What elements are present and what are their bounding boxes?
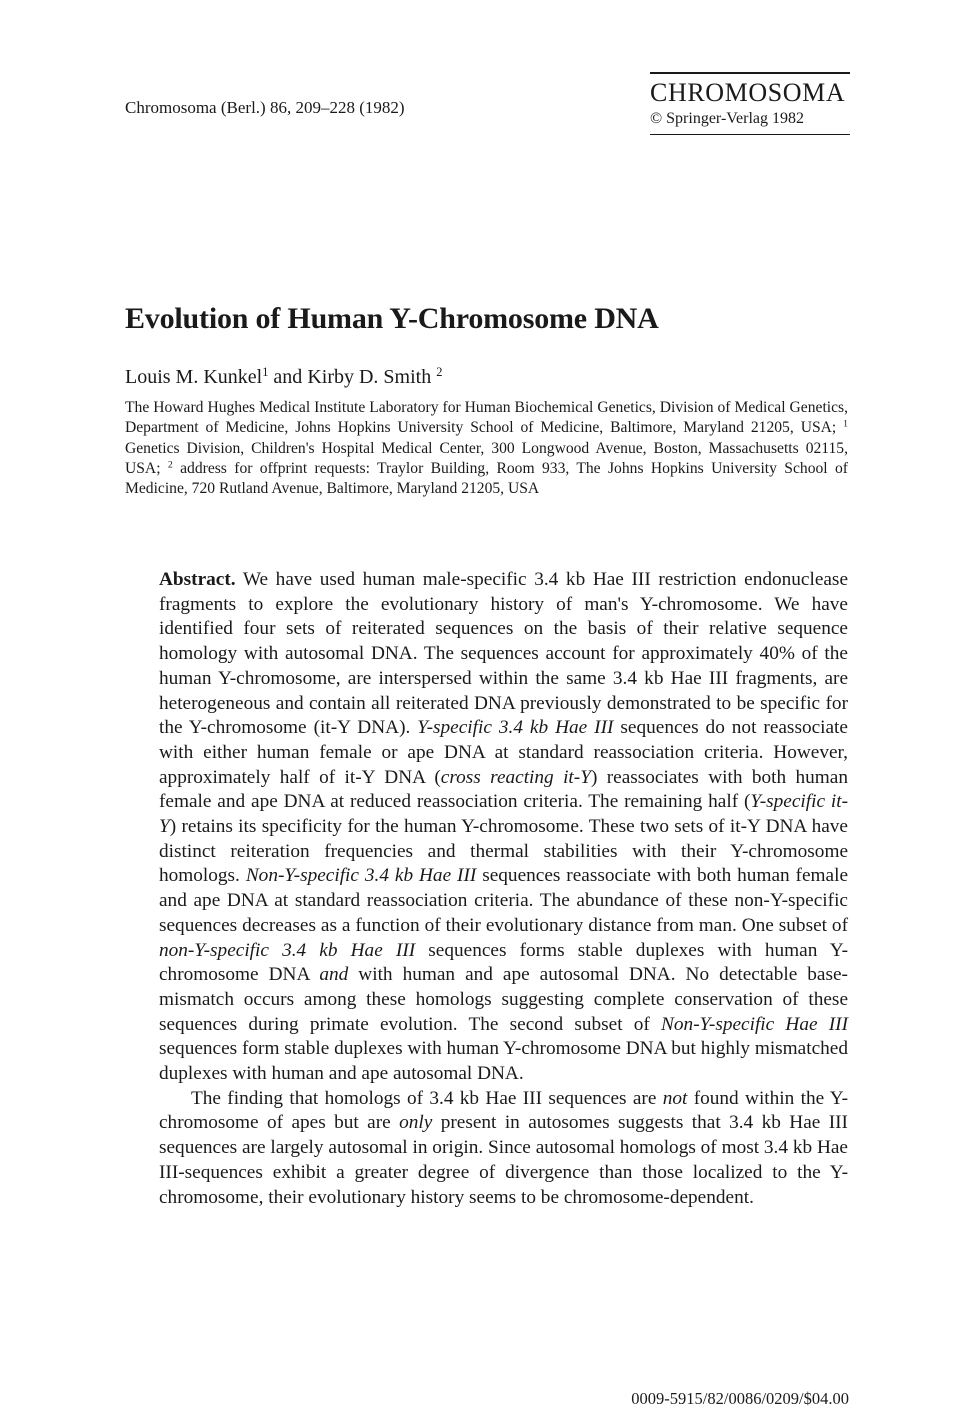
affiliation-2: address for offprint requests: Traylor Building, Room 933, The Johns Hopkins University School of Medicine, 720 Rutland Avenue, Baltimore, Maryland 21205, USA bbox=[125, 459, 848, 498]
affiliation-mark-2: 2 bbox=[167, 459, 173, 471]
journal-masthead bbox=[650, 72, 850, 135]
abstract-text: We have used human male-specific 3.4 kb Hae III restriction endonuclease fragments to explore the evolutionary history of man's Y-chromosome. We have identified four sets of reiterated sequences on the basis of their relative sequence homology with autosomal DNA. The sequences account for approximately 40% of the human Y-chromosome, are interspersed within the same 3.4 kb Hae III fragments, are heterogeneous and contain all reiterated DNA previously demonstrated to be specific for the Y-chromosome (it-Y DNA). bbox=[159, 569, 848, 739]
abstract-paragraph-1 bbox=[159, 568, 848, 1087]
abstract-text: sequences form stable duplexes with human Y-chromosome DNA but highly mismatched duplexes with human and ape autosomal DNA. bbox=[159, 1038, 848, 1085]
abstract-text: present in autosomes suggests that 3.4 kb Hae III sequences are largely autosomal in origin. Since autosomal homologs of most 3.4 kb Hae III-sequences exhibit a greater degree of divergence than those localized to the Y-chromosome, their evolutionary history seems to be chromosome-dependent. bbox=[159, 1112, 848, 1208]
abstract-paragraph-2 bbox=[159, 1087, 848, 1211]
abstract-text: sequences reassociate with both human female and ape DNA at standard reassociation criteria. The abundance of these non-Y-specific sequences decreases as a function of their evolutionary distance from man. One subset of bbox=[159, 865, 849, 936]
journal-name: CHROMOSOMA bbox=[650, 77, 846, 107]
abstract-text: found within the Y-chromosome of apes but are bbox=[159, 1087, 849, 1134]
abstract-text: ) reassociates with both human female and ape DNA at reduced reassociation criteria. The remaining half ( bbox=[159, 766, 848, 813]
abstract-emphasis: not bbox=[662, 1087, 688, 1109]
abstract-emphasis: Non-Y-specific Hae III bbox=[661, 1013, 848, 1035]
author-2: Kirby D. Smith bbox=[307, 366, 432, 388]
author-2-mark: 2 bbox=[436, 365, 443, 380]
article-code: 0009-5915/82/0086/0209/$04.00 bbox=[631, 1389, 849, 1408]
abstract-emphasis: non-Y-specific 3.4 kb Hae III bbox=[159, 939, 416, 961]
authors bbox=[125, 366, 442, 389]
abstract-text: with human and ape autosomal DNA. No detectable base-mismatch occurs among these homologs suggesting complete conservation of these sequences during primate evolution. The second subset of bbox=[159, 964, 848, 1035]
abstract-emphasis: only bbox=[399, 1112, 433, 1134]
citation: Chromosoma (Berl.) 86, 209–228 (1982) bbox=[125, 98, 405, 117]
abstract bbox=[159, 568, 848, 1210]
abstract-emphasis: Y-specific it-Y bbox=[159, 791, 849, 838]
author-1-mark: 1 bbox=[262, 365, 269, 380]
abstract-text: ) retains its specificity for the human Y-chromosome. These two sets of it-Y DNA have distinct reiteration frequencies and thermal stabilities with their Y-chromosome homologs. bbox=[159, 816, 848, 887]
affiliation-1: Genetics Division, Children's Hospital Medical Center, 300 Longwood Avenue, Boston, Massachusetts 02115, USA; bbox=[125, 439, 848, 477]
abstract-emphasis: Y-specific 3.4 kb Hae III bbox=[417, 717, 614, 739]
affiliation-main: The Howard Hughes Medical Institute Laboratory for Human Biochemical Genetics, Division of Medical Genetics, Department of Medicine, Johns Hopkins University School of Medicine, Baltimore, Maryland 21205, USA; bbox=[125, 399, 848, 437]
paper-title: Evolution of Human Y-Chromosome DNA bbox=[125, 302, 659, 335]
abstract-emphasis: and bbox=[319, 964, 349, 986]
abstract-emphasis: cross reacting it-Y bbox=[440, 766, 591, 788]
abstract-text: sequences do not reassociate with either human female or ape DNA at standard reassociation criteria. However, approximately half of it-Y DNA ( bbox=[159, 717, 848, 788]
abstract-text: sequences forms stable duplexes with human Y-chromosome DNA bbox=[159, 939, 848, 986]
abstract-label: Abstract. bbox=[159, 569, 236, 590]
author-conjunction: and bbox=[268, 366, 308, 388]
masthead-top-rule bbox=[650, 72, 850, 74]
affiliations bbox=[125, 398, 848, 499]
author-1: Louis M. Kunkel bbox=[125, 366, 263, 388]
masthead-bottom-rule bbox=[650, 134, 850, 136]
affiliation-mark-1: 1 bbox=[843, 418, 848, 430]
publisher-copyright: © Springer-Verlag 1982 bbox=[650, 109, 805, 127]
abstract-text: The finding that homologs of 3.4 kb Hae III sequences are bbox=[191, 1087, 657, 1109]
abstract-emphasis: Non-Y-specific 3.4 kb Hae III bbox=[245, 865, 477, 887]
